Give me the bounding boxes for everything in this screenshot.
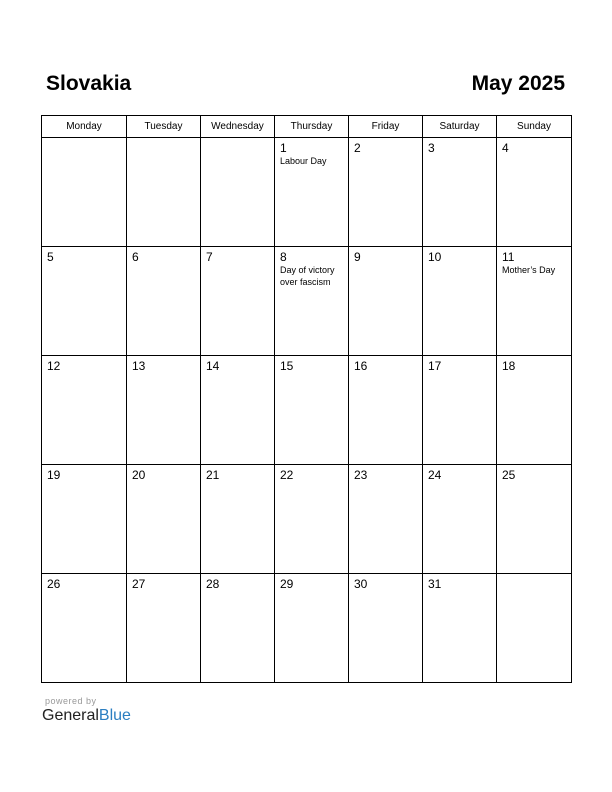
- generalblue-logo: [42, 696, 131, 725]
- day-cell: [201, 356, 275, 465]
- day-cell: [423, 465, 497, 574]
- day-number: 18: [502, 359, 516, 373]
- day-cell: [349, 465, 423, 574]
- day-number: 8: [280, 250, 287, 264]
- day-number: 6: [132, 250, 139, 264]
- day-number: 9: [354, 250, 361, 264]
- day-cell: [42, 465, 127, 574]
- calendar-grid: [41, 115, 572, 683]
- day-number: 28: [206, 577, 220, 591]
- weekday-tuesday: Tuesday: [127, 116, 201, 138]
- day-cell: [423, 247, 497, 356]
- week-row: [42, 465, 572, 574]
- day-cell: [201, 465, 275, 574]
- week-row: [42, 574, 572, 683]
- brand-general: General: [42, 707, 99, 724]
- weekday-monday: Monday: [42, 116, 127, 138]
- week-row: [42, 138, 572, 247]
- day-number: 21: [206, 468, 220, 482]
- weekday-header-row: [42, 116, 572, 138]
- day-number: 14: [206, 359, 220, 373]
- day-cell: [349, 138, 423, 247]
- day-number: 23: [354, 468, 368, 482]
- day-cell: [127, 356, 201, 465]
- day-cell: [127, 465, 201, 574]
- day-cell: [275, 356, 349, 465]
- day-number: 20: [132, 468, 146, 482]
- powered-by-text: powered by: [45, 696, 97, 706]
- day-cell: [42, 356, 127, 465]
- day-cell: [423, 574, 497, 683]
- day-cell: [497, 574, 572, 683]
- day-cell: [201, 574, 275, 683]
- day-cell: [127, 138, 201, 247]
- day-cell: [201, 247, 275, 356]
- day-cell: [423, 138, 497, 247]
- day-number: 30: [354, 577, 368, 591]
- day-number: 19: [47, 468, 61, 482]
- weekday-wednesday: Wednesday: [201, 116, 275, 138]
- day-number: 26: [47, 577, 61, 591]
- day-cell: [423, 356, 497, 465]
- day-number: 3: [428, 141, 435, 155]
- day-number: 4: [502, 141, 509, 155]
- day-cell: [42, 138, 127, 247]
- day-number: 25: [502, 468, 516, 482]
- day-cell: [497, 356, 572, 465]
- day-cell: [497, 465, 572, 574]
- day-number: 15: [280, 359, 294, 373]
- holiday-label: Labour Day: [280, 156, 327, 166]
- holiday-label: Day of victory over fascism: [280, 265, 335, 287]
- day-number: 17: [428, 359, 442, 373]
- week-row: [42, 356, 572, 465]
- weekday-sunday: Sunday: [497, 116, 572, 138]
- week-row: [42, 247, 572, 356]
- day-cell: [127, 574, 201, 683]
- day-cell: [42, 574, 127, 683]
- day-number: 24: [428, 468, 442, 482]
- country-title: Slovakia: [46, 72, 132, 95]
- month-year-title: May 2025: [471, 72, 565, 95]
- day-number: 27: [132, 577, 146, 591]
- day-number: 1: [280, 141, 287, 155]
- day-cell: [127, 247, 201, 356]
- day-number: 31: [428, 577, 442, 591]
- day-cell: [42, 247, 127, 356]
- day-number: 16: [354, 359, 368, 373]
- day-number: 5: [47, 250, 54, 264]
- day-cell: [201, 138, 275, 247]
- day-number: 7: [206, 250, 213, 264]
- day-number: 29: [280, 577, 294, 591]
- day-number: 10: [428, 250, 442, 264]
- holiday-label: Mother’s Day: [502, 265, 556, 275]
- day-cell: [497, 247, 572, 356]
- day-number: 11: [502, 250, 515, 264]
- day-cell: [349, 574, 423, 683]
- brand-blue: Blue: [98, 707, 131, 724]
- day-number: 22: [280, 468, 294, 482]
- day-number: 13: [132, 359, 146, 373]
- weekday-saturday: Saturday: [423, 116, 497, 138]
- day-cell: [275, 138, 349, 247]
- day-cell: [349, 356, 423, 465]
- day-cell: [275, 465, 349, 574]
- weekday-thursday: Thursday: [275, 116, 349, 138]
- day-cell: [349, 247, 423, 356]
- day-number: 12: [47, 359, 61, 373]
- day-cell: [497, 138, 572, 247]
- day-number: 2: [354, 141, 361, 155]
- day-cell: [275, 247, 349, 356]
- weekday-friday: Friday: [349, 116, 423, 138]
- day-cell: [275, 574, 349, 683]
